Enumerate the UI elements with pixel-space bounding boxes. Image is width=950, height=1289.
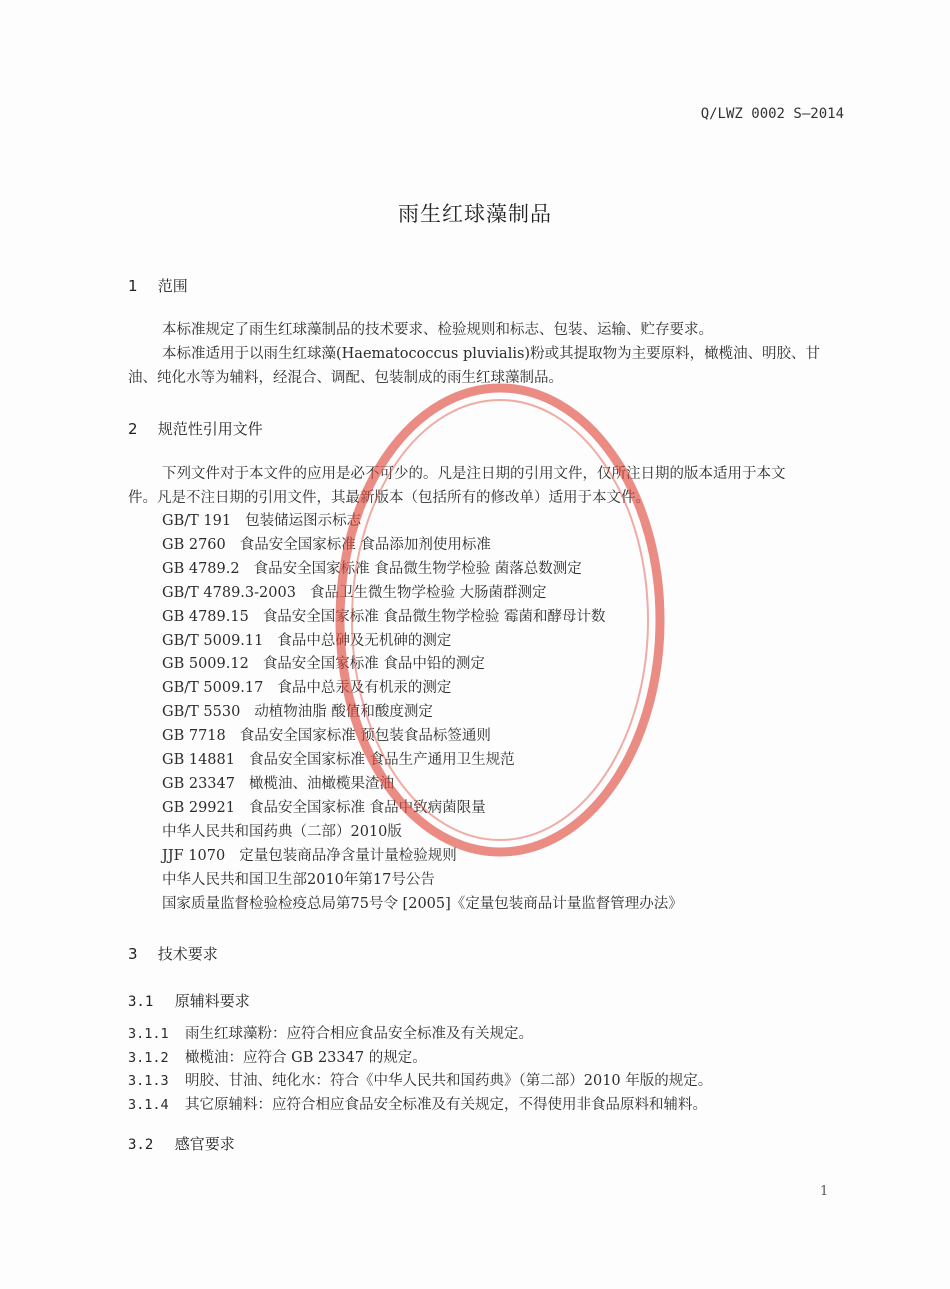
reference-item (162, 558, 683, 582)
requirement-number: 3.1.1 (128, 1026, 169, 1042)
section-title: 技术要求 (157, 945, 218, 963)
reference-title: 食品安全国家标准 食品中致病菌限量 (248, 799, 486, 816)
reference-code: GB 4789.2 (162, 560, 240, 577)
requirement-number: 3.1.2 (128, 1049, 169, 1066)
section-number: 3 (128, 945, 138, 963)
reference-item (162, 606, 683, 630)
reference-item (162, 893, 683, 917)
reference-code: GB/T 5009.17 (162, 680, 264, 697)
reference-title: 中华人民共和国药典（二部）2010版 (162, 823, 402, 840)
reference-item (162, 677, 683, 701)
reference-code: JJF 1070 (162, 847, 226, 864)
reference-code: GB/T 5530 (162, 704, 241, 721)
requirement-item (128, 1023, 712, 1047)
reference-code: GB 29921 (162, 799, 235, 816)
reference-title: 包装储运图示标志 (245, 513, 362, 529)
reference-title: 动植物油脂 酸值和酸度测定 (254, 704, 433, 721)
reference-item (162, 510, 683, 534)
reference-title: 食品安全国家标准 食品添加剂使用标准 (239, 536, 491, 553)
document-title: 雨生红球藻制品 (398, 202, 552, 226)
scope-paragraph-2: 本标准适用于以雨生红球藻(Haematococcus pluvialis)粉或其提取物为主要原料，橄榄油、明胶、甘 油、纯化水等为辅料，经混合、调配、包装制成的雨生红球藻制品。 (128, 346, 821, 386)
reference-title: 食品安全国家标准 预包装食品标签通则 (239, 728, 491, 745)
reference-item (162, 773, 683, 797)
reference-code: GB 2760 (162, 536, 226, 553)
reference-code: GB 23347 (162, 775, 235, 792)
requirement-item (128, 1070, 712, 1094)
reference-title: 食品安全国家标准 食品微生物学检验 菌落总数测定 (253, 560, 582, 577)
reference-item (162, 797, 683, 821)
reference-item (162, 534, 683, 558)
section-title: 感官要求 (174, 1135, 235, 1153)
reference-title: 食品中总砷及无机砷的测定 (277, 632, 452, 649)
reference-title: 定量包装商品净含量计量检验规则 (239, 847, 457, 864)
section-number: 1 (128, 277, 138, 295)
requirement-text: 其它原辅料：应符合相应食品安全标准及有关规定，不得使用非食品原料和辅料。 (185, 1097, 707, 1114)
section-number: 3.1 (128, 994, 154, 1010)
standard-code: Q/LWZ 0002 S—2014 (700, 106, 844, 122)
reference-code: GB 5009.12 (162, 656, 249, 673)
reference-code: GB/T 191 (162, 513, 232, 529)
section-3-2-heading (128, 1133, 235, 1154)
reference-item (162, 582, 683, 606)
reference-item (162, 701, 683, 725)
section-3-heading (128, 943, 218, 964)
requirement-text: 明胶、甘油、纯化水：符合《中华人民共和国药典》（第二部）2010 年版的规定。 (185, 1073, 713, 1090)
reference-code: GB 7718 (162, 728, 226, 745)
reference-item (162, 630, 683, 654)
requirement-text: 雨生红球藻粉：应符合相应食品安全标准及有关规定。 (185, 1026, 533, 1042)
section-number: 2 (128, 420, 138, 438)
requirement-item (128, 1094, 712, 1118)
reference-item (162, 749, 683, 773)
raw-material-requirements (128, 1023, 712, 1118)
references-intro: 下列文件对于本文件的应用是必不可少的。凡是注日期的引用文件，仅所注日期的版本适用于本文 件。凡是不注日期的引用文件，其最新版本（包括所有的修改单）适用于本文件。 (128, 466, 786, 506)
requirement-number: 3.1.4 (128, 1097, 169, 1114)
requirement-text: 橄榄油：应符合 GB 23347 的规定。 (185, 1049, 427, 1066)
reference-code: GB 4789.15 (162, 608, 249, 625)
section-3-1-heading (128, 990, 250, 1011)
reference-code: GB/T 4789.3-2003 (162, 584, 296, 601)
reference-item (162, 869, 683, 893)
section-title: 规范性引用文件 (157, 420, 263, 438)
reference-item (162, 845, 683, 869)
reference-title: 食品安全国家标准 食品微生物学检验 霉菌和酵母计数 (262, 608, 606, 625)
section-title: 范围 (157, 277, 188, 295)
reference-title: 食品安全国家标准 食品中铅的测定 (262, 656, 485, 673)
reference-item (162, 653, 683, 677)
page-number: 1 (820, 1184, 829, 1199)
reference-title: 橄榄油、油橄榄果渣油 (248, 775, 394, 792)
requirement-number: 3.1.3 (128, 1073, 169, 1090)
reference-title: 中华人民共和国卫生部2010年第17号公告 (162, 871, 435, 888)
section-number: 3.2 (128, 1137, 154, 1153)
reference-list (162, 510, 683, 916)
section-1-heading (128, 275, 188, 296)
requirement-item (128, 1047, 712, 1071)
scope-paragraph-1: 本标准规定了雨生红球藻制品的技术要求、检验规则和标志、包装、运输、贮存要求。 (162, 322, 713, 338)
reference-title: 食品安全国家标准 食品生产通用卫生规范 (248, 752, 515, 769)
section-title: 原辅料要求 (174, 992, 250, 1010)
reference-code: GB/T 5009.11 (162, 632, 264, 649)
section-2-heading (128, 418, 263, 439)
reference-title: 国家质量监督检验检疫总局第75号令 [2005]《定量包装商品计量监督管理办法》 (162, 895, 683, 912)
reference-code: GB 14881 (162, 752, 235, 769)
reference-item (162, 821, 683, 845)
reference-title: 食品卫生微生物学检验 大肠菌群测定 (309, 584, 547, 601)
reference-item (162, 725, 683, 749)
reference-title: 食品中总汞及有机汞的测定 (277, 680, 452, 697)
